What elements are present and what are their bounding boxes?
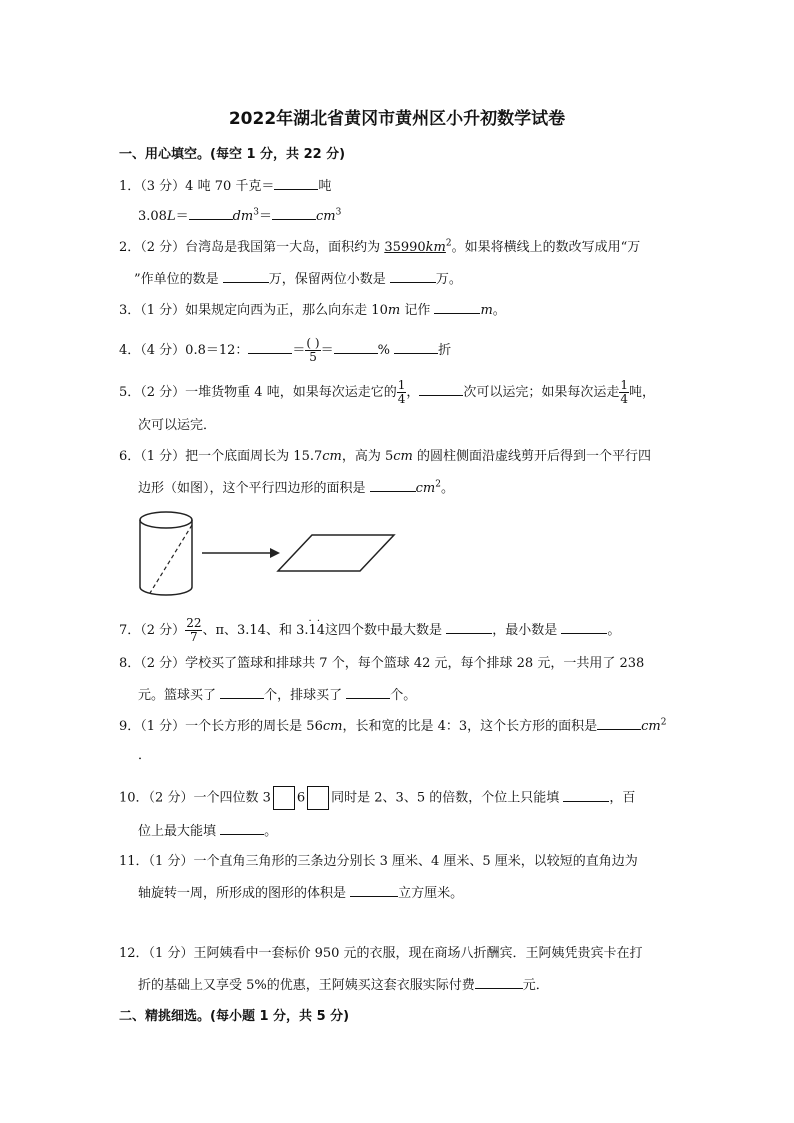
answer-blank[interactable]	[189, 207, 233, 220]
question-12-line-2: 折的基础上又享受 5%的优惠，王阿姨买这套衣服实际付费 元．	[138, 978, 549, 993]
answer-blank[interactable]	[248, 341, 292, 354]
question-7: 7．（2 分） $\frac{22}{7}$ 、π、3.14、和 3.· · 14这四个数中最大数是 ，最小数是 。	[119, 617, 620, 644]
question-11-line-2: 轴旋转一周，所形成的图形的体积是 立方厘米。	[138, 886, 464, 901]
question-6-line-1: 6．（1 分）把一个底面周长为 15.7cm，高为 5cm 的圆柱侧面沿虚线剪开后得到一个平行四	[119, 449, 652, 464]
answer-blank[interactable]	[563, 789, 609, 802]
exam-title: 2022年湖北省黄冈市黄州区小升初数学试卷	[228, 109, 566, 129]
fraction: $\frac{1}{4}$	[397, 378, 406, 406]
answer-blank[interactable]	[334, 341, 378, 354]
cylinder-to-parallelogram-figure	[134, 507, 396, 601]
question-1-line-2: $3.08L= dm^3= cm^3$	[138, 207, 342, 224]
section-2-heading: 二、精挑细选。(每小题 1 分，共 5 分)	[119, 1009, 350, 1024]
answer-blank[interactable]	[274, 177, 318, 190]
parallelogram	[278, 535, 394, 571]
question-10-line-2: 位上最大能填 。	[138, 824, 278, 839]
answer-blank[interactable]	[419, 383, 463, 396]
arrow-head-icon	[270, 548, 280, 558]
answer-blank[interactable]	[394, 341, 438, 354]
fraction: $\frac{1}{4}$	[620, 378, 629, 406]
answer-blank[interactable]	[390, 270, 436, 283]
question-2-line-1: 2．（2 分）台湾岛是我国第一大岛，面积约为 $35990km^2$。如果将横线上的数改写成用“万	[119, 238, 641, 255]
question-5-line-2: 次可以运完．	[138, 418, 217, 433]
answer-blank[interactable]	[220, 686, 264, 699]
section-1-heading: 一、用心填空。(每空 1 分，共 22 分)	[119, 147, 346, 162]
question-8-line-1: 8．（2 分）学校买了篮球和排球共 7 个，每个篮球 42 元，每个排球 28 元，一共用了 238	[119, 656, 645, 671]
repeating-decimal: · · 14	[309, 622, 326, 640]
answer-blank[interactable]	[370, 479, 416, 492]
answer-blank[interactable]	[475, 976, 523, 989]
question-11-line-1: 11．（1 分）一个直角三角形的三条边分别长 3 厘米、4 厘米、5 厘米，以较短的直角边为	[119, 854, 638, 869]
answer-blank[interactable]	[223, 270, 269, 283]
question-5-line-1: 5．（2 分）一堆货物重 4 吨，如果每次运走它的 $\frac{1}{4}$ ， 次可以运完；如果每次运走 $\frac{1}{4}$ 吨，	[119, 378, 656, 406]
question-3: 3．（1 分）如果规定向西为正，那么向东走 10m 记作 m。	[119, 303, 506, 318]
question-4: 4．（4 分）0.8＝12： ＝ $\frac{( )}{5}$ ＝ % 折	[119, 336, 452, 364]
answer-blank[interactable]	[272, 207, 316, 220]
answer-blank[interactable]	[346, 686, 390, 699]
answer-blank[interactable]	[220, 822, 264, 835]
answer-blank[interactable]	[446, 621, 492, 634]
answer-blank[interactable]	[434, 301, 480, 314]
question-10-line-1: 10．（2 分）一个四位数 3 6 同时是 2、3、5 的倍数，个位上只能填 ，百	[119, 786, 635, 810]
question-2-line-2: ”作单位的数是 万，保留两位小数是 万。	[134, 272, 462, 287]
digit-box[interactable]	[307, 786, 329, 810]
answer-blank[interactable]	[561, 621, 607, 634]
fraction: $\frac{22}{7}$	[186, 616, 202, 644]
cylinder-bottom	[140, 587, 192, 595]
question-6-line-2: 边形（如图），这个平行四边形的面积是 $cm^2$。	[138, 479, 454, 496]
answer-blank[interactable]	[597, 717, 641, 730]
answer-blank[interactable]	[350, 884, 398, 897]
digit-box[interactable]	[273, 786, 295, 810]
fraction: $\frac{( )}{5}$	[306, 336, 320, 364]
question-9-line-2: ．	[138, 748, 152, 763]
cut-dashed-line	[150, 525, 192, 593]
question-1-line-1: 1．（3 分）4 吨 70 千克＝ 吨	[119, 179, 332, 194]
question-9-line-1: 9．（1 分）一个长方形的周长是 56cm，长和宽的比是 4：3，这个长方形的面积是 $cm^2$	[119, 717, 667, 734]
cylinder-top	[140, 512, 192, 528]
question-8-line-2: 元。篮球买了 个，排球买了 个。	[138, 688, 417, 703]
question-12-line-1: 12．（1 分）王阿姨看中一套标价 950 元的衣服，现在商场八折酬宾．王阿姨凭贵宾卡在打	[119, 946, 643, 961]
